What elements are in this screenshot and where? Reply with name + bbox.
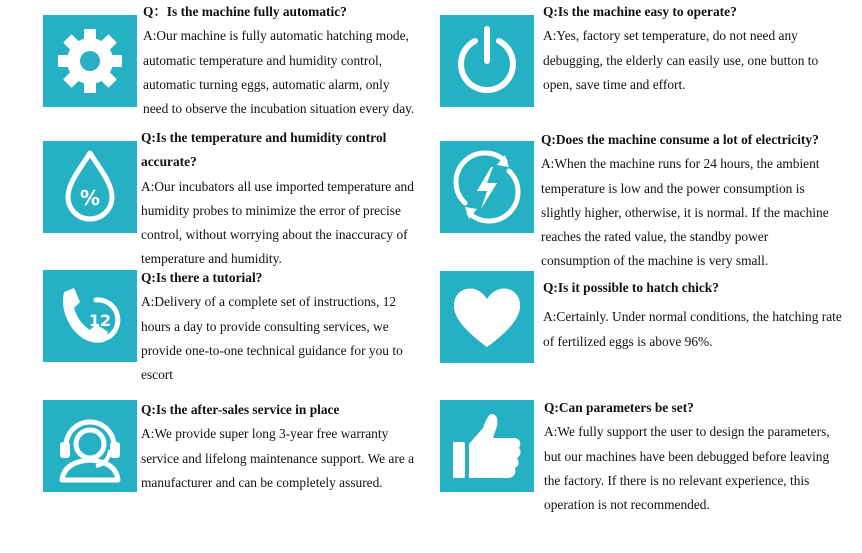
question-text: Q:Is the after-sales service in place: [141, 402, 340, 417]
question-text: Q:Is the machine easy to operate?: [543, 4, 737, 19]
gear-icon: [43, 15, 137, 107]
answer-line: automatic turning eggs, automatic alarm, only: [143, 76, 390, 92]
answer-line: service and lifelong maintenance support. We are a: [141, 450, 415, 466]
answer-line: reaches the rated value, the standby power: [541, 229, 769, 245]
headset-support-icon: [43, 400, 137, 492]
answer-line: A:Certainly. Under normal conditions, the hatching rate: [543, 309, 842, 325]
answer-line: A:Delivery of a complete set of instructions, 12: [141, 294, 397, 310]
question-text: Q:Does the machine consume a lot of electricity?: [541, 132, 819, 147]
answer-line: temperature is low and the power consumption is: [541, 180, 805, 196]
answer-line: A:Yes, factory set temperature, do not need any: [543, 28, 798, 44]
question-text: Q:Is it possible to hatch chick?: [543, 280, 719, 295]
answer-line: temperature and humidity.: [141, 251, 282, 267]
thumbs-up-icon: [440, 400, 534, 492]
answer-line: the factory. If there is no relevant experience, this: [544, 472, 810, 488]
answer-line: escort: [141, 367, 173, 383]
answer-line: debugging, the elderly can easily use, one button to: [543, 52, 819, 68]
answer-line: manufacturer and can be completely assured.: [141, 474, 383, 490]
answer-line: consumption of the machine is very small.: [541, 253, 769, 269]
answer-line: provide one-to-one technical guidance for you to: [141, 342, 403, 358]
answer-line: slightly higher, otherwise, it is normal. If the machine: [541, 204, 829, 220]
answer-line: A:We provide super long 3-year free warranty: [141, 426, 389, 442]
answer-line: A:We fully support the user to design the parameters,: [544, 424, 830, 440]
question-text: Q:Can parameters be set?: [544, 400, 694, 415]
svg-text:%: %: [79, 186, 101, 210]
question-text: accurate?: [141, 154, 197, 170]
phone-24-hours-icon: [43, 270, 137, 362]
heart-icon: [440, 271, 534, 363]
answer-line: automatic temperature and humidity control,: [143, 52, 383, 68]
question-text: Q:Is the temperature and humidity control: [141, 130, 387, 145]
power-button-icon: [440, 15, 534, 107]
answer-line: open, save time and effort.: [543, 76, 686, 92]
answer-line: A:Our incubators all use imported temperature and: [141, 178, 414, 194]
answer-line: hours a day to provide consulting services, we: [141, 318, 389, 334]
answer-line: need to observe the incubation situation every day.: [143, 101, 415, 117]
answer-line: but our machines have been debugged before leaving: [544, 448, 830, 464]
question-text: Q：Is the machine fully automatic?: [143, 4, 347, 19]
question-text: Q:Is there a tutorial?: [141, 270, 263, 285]
lightning-bolt-icon: [440, 141, 534, 233]
answer-line: A:Our machine is fully automatic hatching mode,: [143, 28, 409, 44]
svg-text:12: 12: [88, 311, 112, 330]
answer-line: control, without worrying about the inaccuracy of: [141, 227, 408, 243]
answer-line: operation is not recommended.: [544, 497, 710, 513]
water-drop-percent-icon: [43, 141, 137, 233]
answer-line: humidity probes to minimize the error of precise: [141, 202, 401, 218]
answer-line: A:When the machine runs for 24 hours, the ambient: [541, 156, 820, 172]
answer-line: of fertilized eggs is above 96%.: [543, 333, 713, 349]
